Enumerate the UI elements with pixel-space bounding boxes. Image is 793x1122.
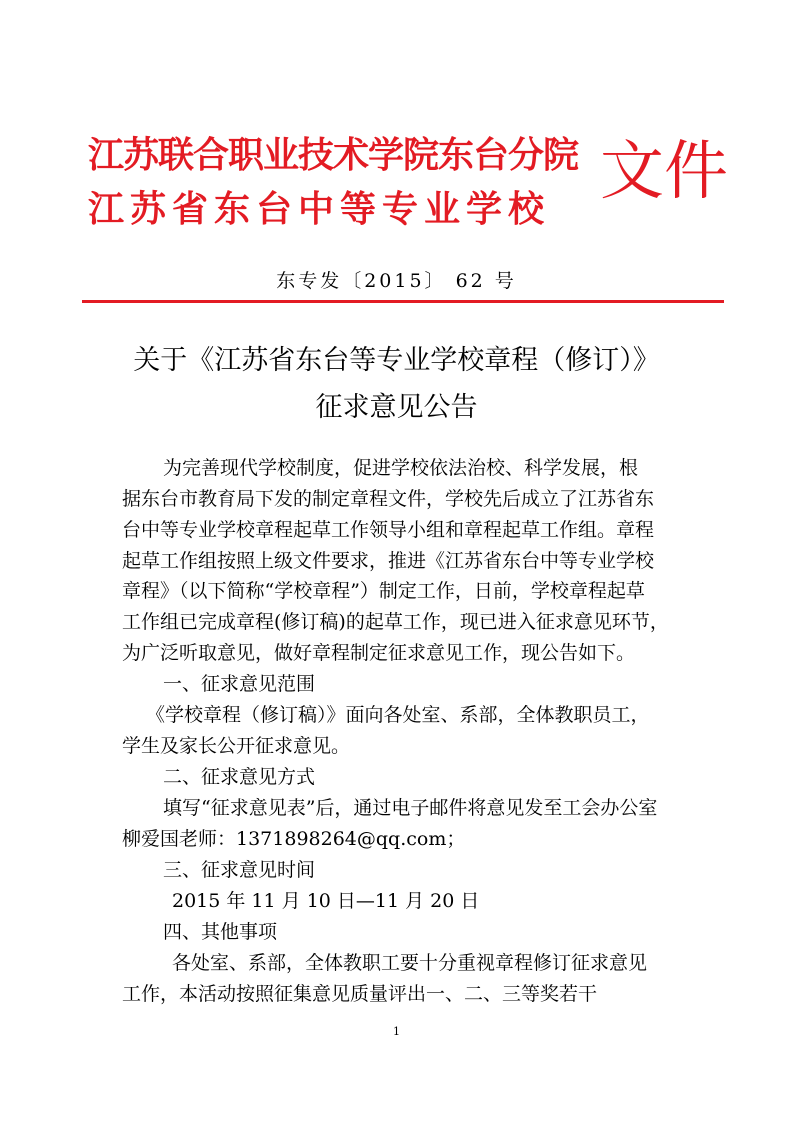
issuing-institution-line-1: 江苏联合职业技术学院东台分院 bbox=[88, 135, 579, 176]
body-paragraph-line: 章程》（以下简称“学校章程”）制定工作，日前，学校章程起草 bbox=[122, 580, 645, 602]
date-range-line: 2015 年 11 月 10 日—11 月 20 日 bbox=[172, 890, 480, 912]
body-paragraph-line: 工作组已完成章程(修订稿)的起草工作，现已进入征求意见环节， bbox=[122, 611, 669, 633]
header-divider bbox=[82, 300, 724, 303]
page-number: 1 bbox=[393, 1025, 400, 1038]
contact-email-line: 柳爱国老师：1371898264@qq.com； bbox=[122, 828, 466, 850]
body-paragraph-line: 各处室、系部，全体教职工要十分重视章程修订征求意见 bbox=[172, 952, 648, 974]
body-paragraph-line: 填写“征求意见表”后，通过电子邮件将意见发至工会办公室 bbox=[163, 797, 658, 819]
section-heading: 一、征求意见范围 bbox=[163, 673, 316, 695]
body-paragraph-line: 学生及家长公开征求意见。 bbox=[122, 735, 351, 757]
body-paragraph-line: 据东台市教育局下发的制定章程文件，学校先后成立了江苏省东 bbox=[122, 488, 655, 510]
body-paragraph-line: 为广泛听取意见，做好章程制定征求意见工作，现公告如下。 bbox=[122, 642, 636, 664]
section-heading: 四、其他事项 bbox=[163, 921, 278, 943]
body-paragraph-line: 《学校章程（修订稿）》面向各处室、系部，全体教职员工， bbox=[146, 704, 650, 726]
document-title-line-2: 征求意见公告 bbox=[315, 392, 478, 423]
body-paragraph-line: 为完善现代学校制度，促进学校依法治校、科学发展，根 bbox=[163, 457, 639, 479]
issuing-institution-line-2: 江苏省东台中等专业学校 bbox=[88, 189, 551, 230]
section-heading: 三、征求意见时间 bbox=[163, 859, 316, 881]
section-heading: 二、征求意见方式 bbox=[163, 766, 316, 788]
document-title-line-1: 关于《江苏省东台等专业学校章程（修订）》 bbox=[133, 345, 660, 376]
document-header-suffix: 文件 bbox=[600, 135, 728, 209]
body-paragraph-line: 工作，本活动按照征集意见质量评出一、二、三等奖若干 bbox=[122, 983, 598, 1005]
body-paragraph-line: 台中等专业学校章程起草工作领导小组和章程起草工作组。章程 bbox=[122, 519, 655, 541]
document-number: 东专发〔2015〕 62 号 bbox=[276, 270, 517, 292]
body-paragraph-line: 起草工作组按照上级文件要求，推进《江苏省东台中等专业学校 bbox=[122, 550, 655, 572]
